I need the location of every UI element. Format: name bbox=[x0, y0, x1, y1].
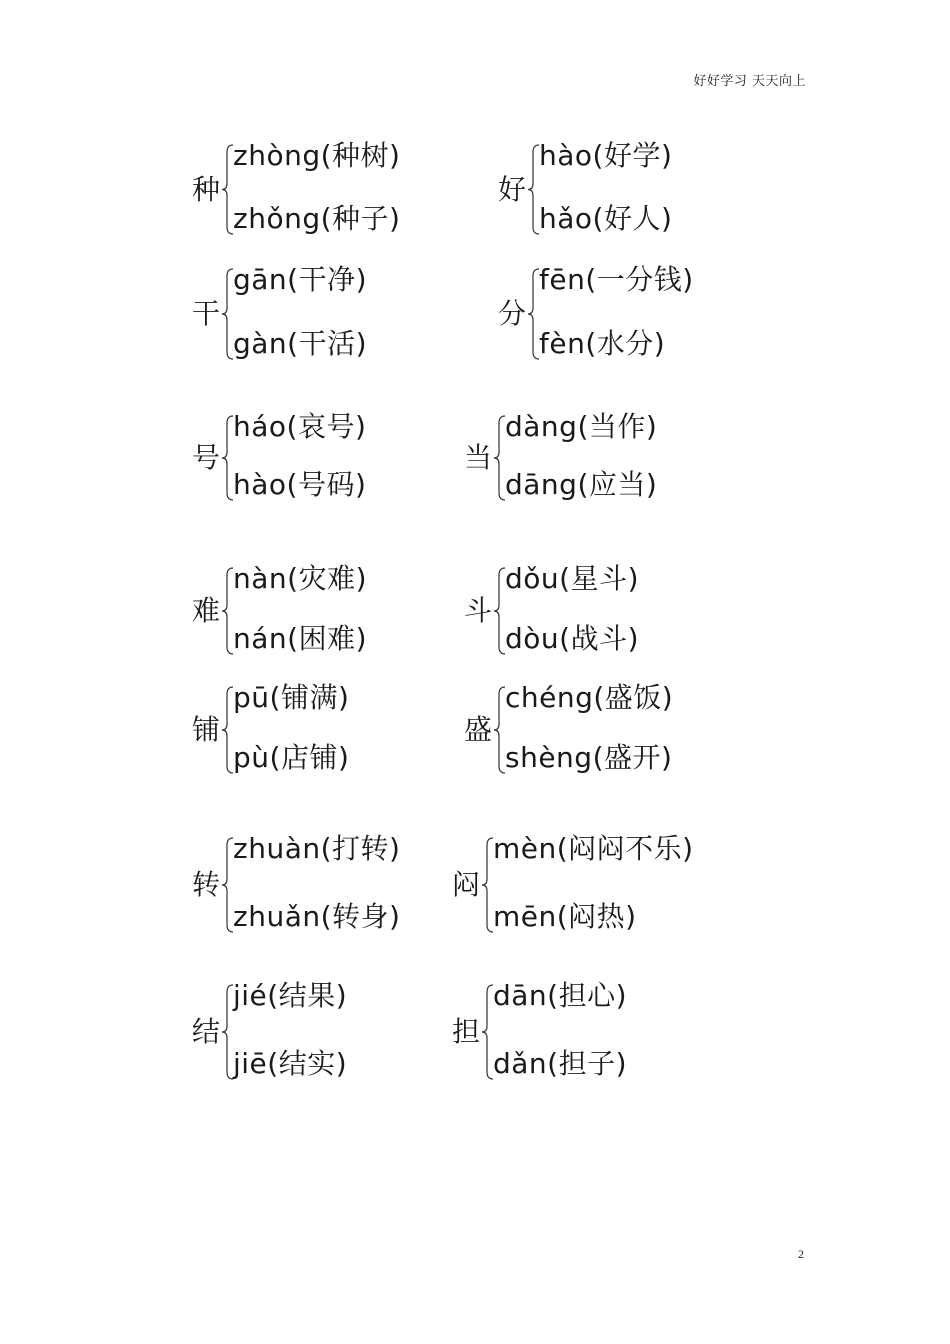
reading-1: gān(干净) bbox=[233, 263, 368, 296]
polyphone-entry bbox=[192, 140, 492, 239]
entry-character: 好 bbox=[498, 172, 527, 206]
reading-1: fēn(一分钱) bbox=[539, 263, 694, 296]
entry-character: 种 bbox=[192, 172, 221, 206]
polyphone-entry bbox=[192, 980, 492, 1084]
reading-2: dǎn(担子) bbox=[493, 1047, 628, 1080]
reading-1: chéng(盛饭) bbox=[505, 681, 674, 714]
reading-2: gàn(干活) bbox=[233, 327, 368, 360]
polyphone-entry bbox=[452, 833, 752, 937]
reading-2: mēn(闷热) bbox=[493, 900, 637, 933]
reading-2: nán(困难) bbox=[233, 622, 367, 655]
entry-character: 干 bbox=[192, 297, 221, 330]
entry-character: 铺 bbox=[192, 713, 221, 746]
entry-character: 结 bbox=[192, 1015, 221, 1048]
entry-character: 盛 bbox=[464, 713, 493, 746]
entry-character: 担 bbox=[452, 1015, 481, 1048]
entry-character: 分 bbox=[498, 297, 527, 330]
reading-2: jiē(结实) bbox=[233, 1047, 348, 1080]
polyphone-entry bbox=[192, 411, 492, 505]
reading-1: nàn(灾难) bbox=[233, 562, 367, 595]
reading-2: hào(号码) bbox=[233, 468, 367, 501]
reading-1: mèn(闷闷不乐) bbox=[493, 832, 694, 865]
reading-1: dàng(当作) bbox=[505, 410, 658, 443]
entry-character: 当 bbox=[464, 441, 493, 474]
reading-1: zhuàn(打转) bbox=[233, 832, 401, 865]
entry-character: 转 bbox=[192, 868, 221, 901]
polyphone-entry bbox=[498, 140, 798, 239]
header-motto: 好好学习 天天向上 bbox=[693, 74, 806, 89]
reading-1: jié(结果) bbox=[233, 979, 348, 1012]
reading-1: dān(担心) bbox=[493, 979, 628, 1012]
polyphone-entry bbox=[192, 682, 492, 778]
reading-2: fèn(水分) bbox=[539, 327, 666, 360]
reading-2: hǎo(好人) bbox=[539, 202, 673, 235]
reading-1: háo(哀号) bbox=[233, 410, 367, 443]
reading-2: shèng(盛开) bbox=[505, 741, 673, 774]
entry-character: 闷 bbox=[452, 868, 481, 901]
polyphone-entry bbox=[464, 682, 764, 778]
polyphone-entry bbox=[192, 264, 492, 364]
polyphone-entry bbox=[192, 563, 492, 659]
reading-1: zhòng(种树) bbox=[233, 139, 401, 172]
reading-2: zhuǎn(转身) bbox=[233, 900, 401, 933]
page-number: 2 bbox=[798, 1247, 804, 1261]
reading-1: hào(好学) bbox=[539, 139, 673, 172]
reading-2: pù(店铺) bbox=[233, 741, 350, 774]
entry-character: 斗 bbox=[464, 594, 493, 627]
reading-1: dǒu(星斗) bbox=[505, 562, 639, 595]
polyphone-entry bbox=[452, 980, 752, 1084]
entry-character: 号 bbox=[192, 441, 221, 474]
polyphone-entry bbox=[464, 563, 764, 659]
reading-2: dāng(应当) bbox=[505, 468, 658, 501]
reading-1: pū(铺满) bbox=[233, 681, 350, 714]
polyphone-entry bbox=[498, 264, 798, 364]
reading-2: zhǒng(种子) bbox=[233, 202, 401, 235]
polyphone-entry bbox=[464, 411, 764, 505]
reading-2: dòu(战斗) bbox=[505, 622, 639, 655]
polyphone-entry bbox=[192, 833, 492, 937]
entry-character: 难 bbox=[192, 594, 221, 627]
